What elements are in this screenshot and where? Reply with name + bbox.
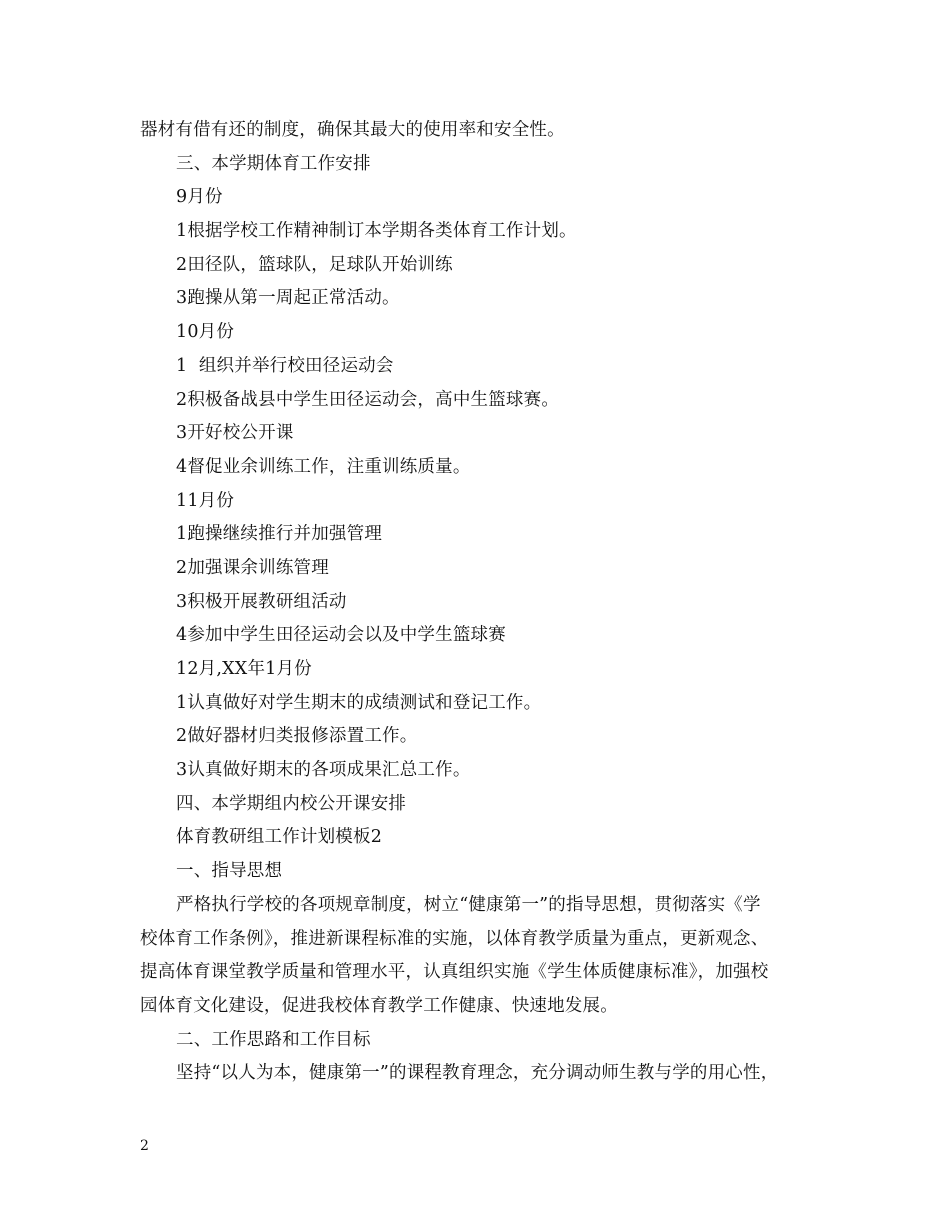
list-item: 2加强课余训练管理 xyxy=(176,557,329,578)
list-item: 2积极备战县中学生田径运动会，高中生篮球赛。 xyxy=(176,389,560,410)
list-item: 4参加中学生田径运动会以及中学生篮球赛 xyxy=(176,625,506,646)
document-body xyxy=(140,114,840,1091)
list-item: 3认真做好期末的各项成果汇总工作。 xyxy=(176,760,471,781)
list-item: 1根据学校工作精神制订本学期各类体育工作计划。 xyxy=(176,221,577,242)
paragraph-line: 园体育文化建设，促进我校体育教学工作健康、快速地发展。 xyxy=(140,995,618,1016)
paragraph-line: 校体育工作条例》，推进新课程标准的实施，以体育教学质量为重点，更新观念、 xyxy=(140,928,769,949)
list-item: 3跑操从第一周起正常活动。 xyxy=(176,288,400,309)
list-item: 2做好器材归类报修添置工作。 xyxy=(176,726,418,747)
paragraph-line: 严格执行学校的各项规章制度，树立“健康第一”的指导思想，贯彻落实《学 xyxy=(176,894,761,915)
text-line: 器材有借有还的制度，确保其最大的使用率和安全性。 xyxy=(140,120,565,140)
section-heading: 三、本学期体育工作安排 xyxy=(176,153,371,174)
list-item: 3开好校公开课 xyxy=(176,423,294,444)
month-heading: 9月份 xyxy=(176,187,223,208)
list-item: 2田径队，篮球队，足球队开始训练 xyxy=(176,254,453,275)
document-title: 体育教研组工作计划模板2 xyxy=(176,827,383,848)
month-heading: 10月份 xyxy=(176,322,235,343)
month-heading: 11月份 xyxy=(176,490,235,511)
paragraph-line: 提高体育课堂教学质量和管理水平，认真组织实施《学生体质健康标准》，加强校 xyxy=(140,962,769,983)
list-item: 1跑操继续推行并加强管理 xyxy=(176,524,383,545)
section-heading: 二、工作思路和工作目标 xyxy=(176,1029,371,1050)
list-item: 3积极开展教研组活动 xyxy=(176,591,347,612)
month-heading: 12月,XX年1月份 xyxy=(176,659,312,679)
list-item: 4督促业余训练工作，注重训练质量。 xyxy=(176,456,471,477)
section-heading: 一、指导思想 xyxy=(176,861,283,882)
section-heading: 四、本学期组内校公开课安排 xyxy=(176,793,407,814)
page-number: 2 xyxy=(140,1138,149,1154)
paragraph-line: 坚持“以人为本，健康第一”的课程教育理念，充分调动师生教与学的用心性， xyxy=(176,1063,779,1084)
list-item: 1认真做好对学生期末的成绩测试和登记工作。 xyxy=(176,692,542,713)
list-item: 1 组织并举行校田径运动会 xyxy=(176,355,394,376)
